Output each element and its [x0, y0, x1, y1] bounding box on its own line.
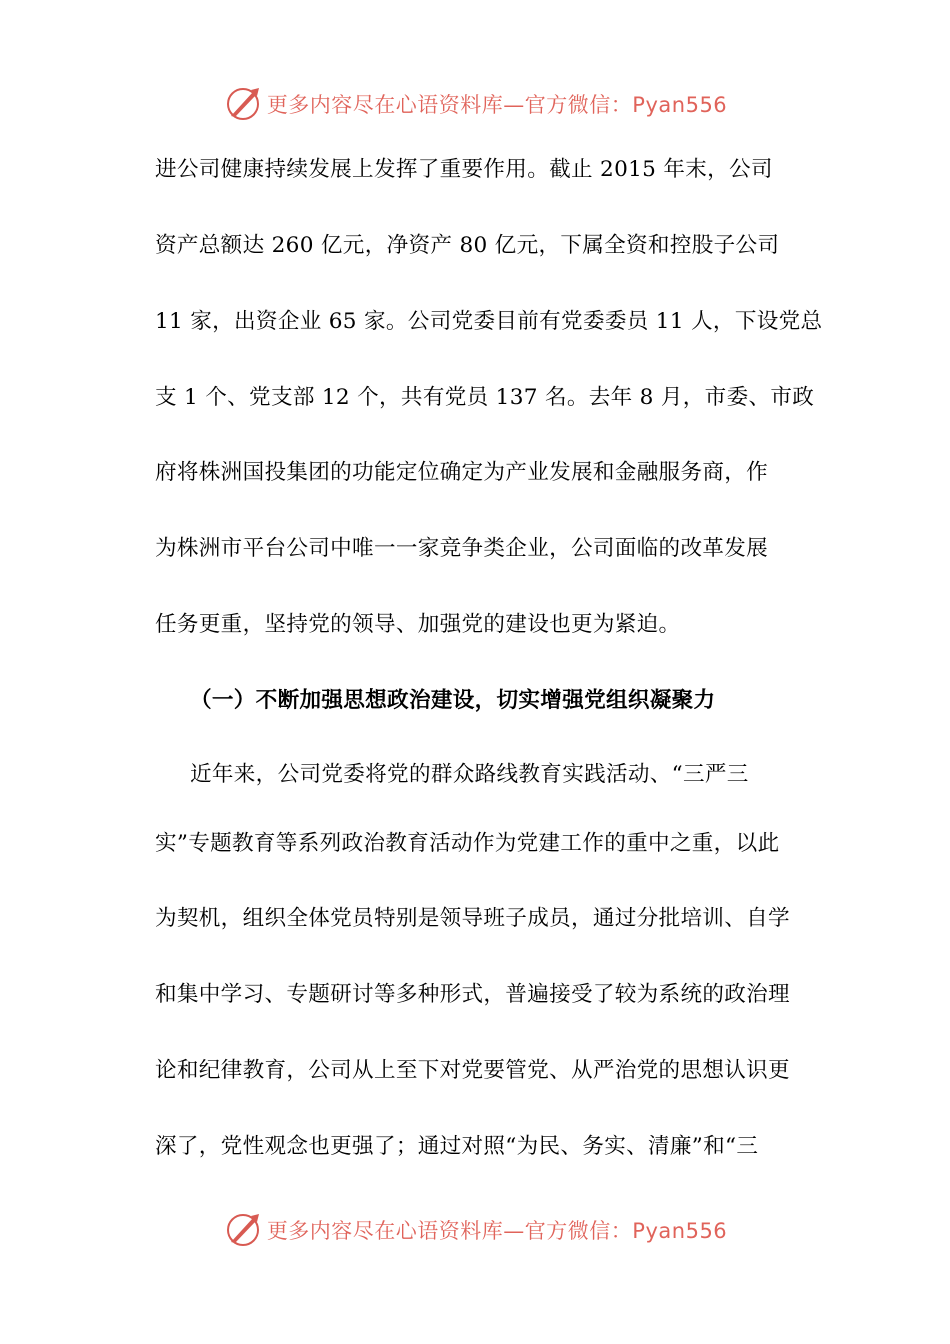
quill-logo-icon: [223, 84, 263, 124]
body-line: 为株洲市平台公司中唯一一家竞争类企业，公司面临的改革发展: [155, 536, 769, 561]
section-line: 近年来，公司党委将党的群众路线教育实践活动、“三严三: [190, 762, 749, 787]
section-line: 和集中学习、专题研讨等多种形式，普遍接受了较为系统的政治理: [155, 982, 790, 1007]
body-line: 资产总额达 260 亿元，净资产 80 亿元，下属全资和控股子公司: [155, 233, 780, 258]
section-line: 论和纪律教育，公司从上至下对党要管党、从严治党的思想认识更: [155, 1058, 790, 1083]
watermark-banner-top: [0, 82, 950, 126]
section-line: 为契机，组织全体党员特别是领导班子成员，通过分批培训、自学: [155, 906, 790, 931]
quill-logo-icon: [223, 1210, 263, 1250]
watermark-text: 更多内容尽在心语资料库—官方微信：Pyan556: [266, 1219, 728, 1243]
watermark-text: 更多内容尽在心语资料库—官方微信：Pyan556: [266, 93, 728, 117]
body-line: 任务更重，坚持党的领导、加强党的建设也更为紧迫。: [155, 612, 681, 637]
body-line: 进公司健康持续发展上发挥了重要作用。截止 2015 年末，公司: [155, 157, 773, 182]
body-line: 府将株洲国投集团的功能定位确定为产业发展和金融服务商，作: [155, 460, 769, 485]
body-line: 支 1 个、党支部 12 个，共有党员 137 名。去年 8 月，市委、市政: [155, 385, 815, 410]
body-line: 11 家，出资企业 65 家。公司党委目前有党委委员 11 人，下设党总: [155, 309, 823, 334]
watermark-banner-bottom: [0, 1208, 950, 1252]
section-line: 深了，党性观念也更强了；通过对照“为民、务实、清廉”和“三: [155, 1134, 759, 1159]
section-line: 实”专题教育等系列政治教育活动作为党建工作的重中之重，以此: [155, 831, 780, 856]
section-heading: （一）不断加强思想政治建设，切实增强党组织凝聚力: [190, 688, 716, 713]
